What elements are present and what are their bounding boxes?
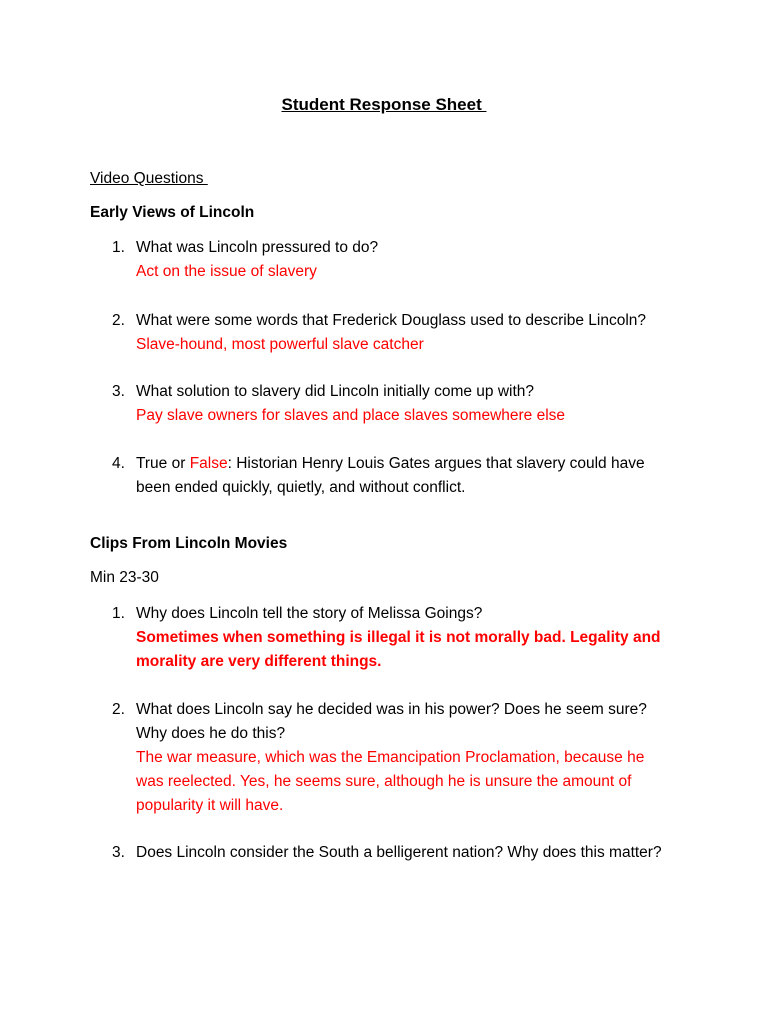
question-text: What was Lincoln pressured to do? — [136, 239, 379, 256]
question-item — [112, 380, 672, 428]
section-heading-clips: Clips From Lincoln Movies — [90, 535, 288, 552]
question-number: 1. — [112, 605, 125, 622]
minute-range: Min 23-30 — [90, 569, 159, 586]
answer-text: Act on the issue of slavery — [136, 263, 317, 280]
true-false-answer: False — [189, 455, 228, 472]
question-item — [112, 309, 672, 357]
question-number: 3. — [112, 383, 125, 400]
answer-text: Slave-hound, most powerful slave catcher — [136, 336, 424, 353]
question-text: What were some words that Frederick Douglass used to describe Lincoln? — [136, 312, 647, 329]
question-text: What does Lincoln say he decided was in his power? Does he seem sure? Why does he do this? — [136, 701, 647, 742]
section-heading-early-views: Early Views of Lincoln — [90, 204, 255, 221]
question-number: 2. — [112, 312, 125, 329]
question-item — [112, 698, 672, 818]
question-text: Why does Lincoln tell the story of Melissa Goings? — [136, 605, 483, 622]
answer-text: The war measure, which was the Emancipation Proclamation, because he was reelected. Yes, he seems sure, although he is unsure the amount of popularity it will have. — [136, 749, 645, 814]
answer-text: Sometimes when something is illegal it is not morally bad. Legality and morality are very different things. — [136, 629, 661, 670]
question-number: 4. — [112, 455, 125, 472]
true-false-statement: : Historian Henry Louis Gates argues that slavery could have been ended quickly, quietly, and without conflict. — [136, 455, 645, 496]
question-item — [112, 841, 672, 865]
question-item — [112, 452, 672, 500]
true-false-prefix: True or — [136, 455, 190, 472]
question-number: 3. — [112, 844, 125, 861]
question-text — [136, 452, 672, 500]
question-item — [112, 602, 672, 674]
question-text: What solution to slavery did Lincoln initially come up with? — [136, 383, 535, 400]
question-text: Does Lincoln consider the South a belligerent nation? Why does this matter? — [136, 844, 662, 861]
question-number: 1. — [112, 239, 125, 256]
video-questions-heading: Video Questions — [90, 170, 208, 187]
page-title: Student Response Sheet — [281, 95, 487, 114]
answer-text: Pay slave owners for slaves and place slaves somewhere else — [136, 407, 566, 424]
question-item — [112, 236, 672, 284]
question-number: 2. — [112, 701, 125, 718]
